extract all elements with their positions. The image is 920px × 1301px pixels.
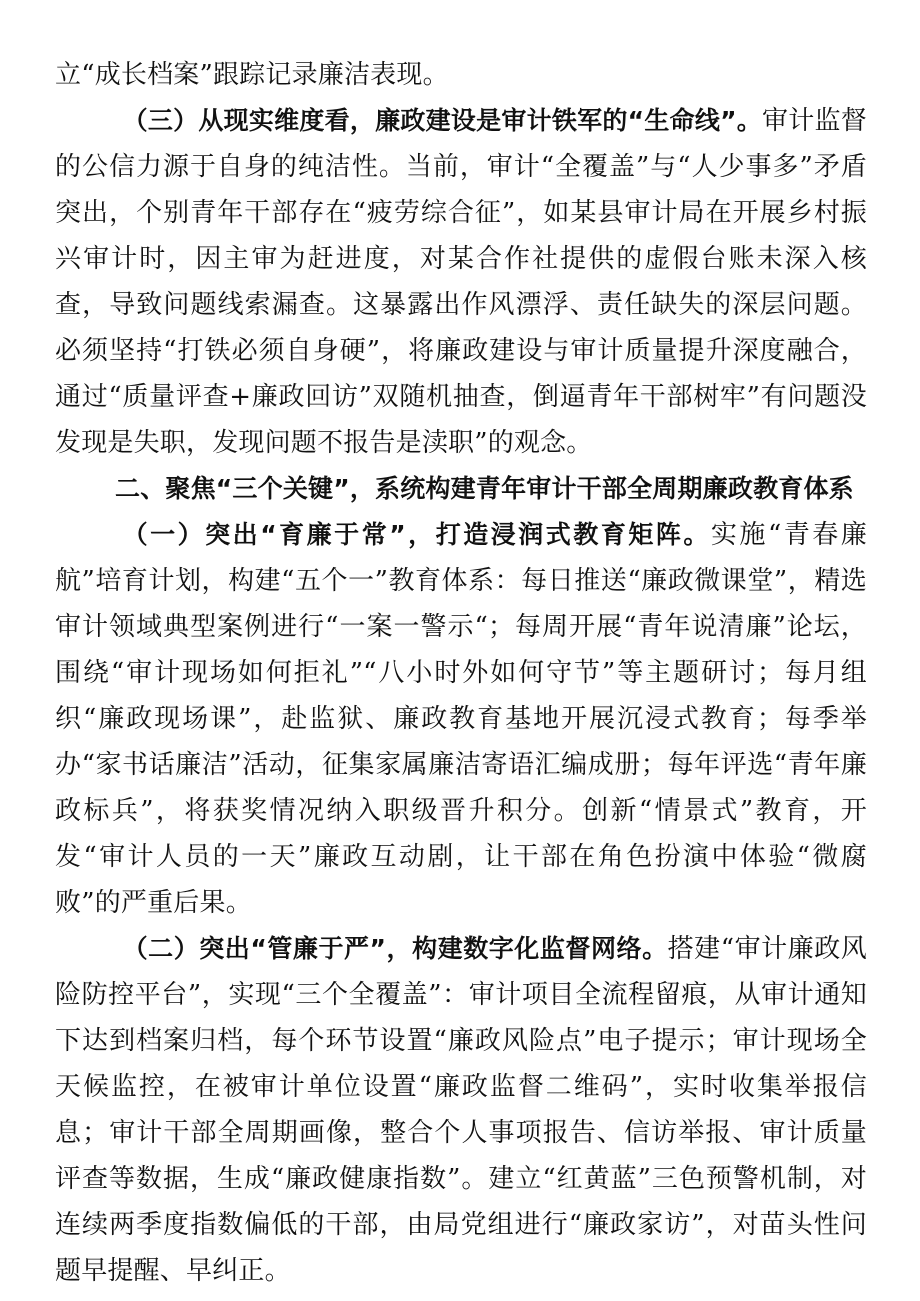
paragraph-lead: （一）突出“育廉于常”，打造浸润式教育矩阵。 (122, 520, 711, 549)
paragraph-lead: （三）从现实维度看，廉政建设是审计铁军的“生命线”。 (122, 106, 763, 135)
paragraph-continuation (55, 52, 867, 98)
paragraph-text: 立“成长档案”跟踪记录廉洁表现。 (55, 60, 449, 90)
paragraph-section-3 (55, 98, 867, 466)
paragraph-text: 审计监督的公信力源于自身的纯洁性。当前，审计“全覆盖”与“人少事多”矛盾突出，个别青年干部存在“疲劳综合征”，如某县审计局在开展乡村振兴审计时，因主审为赶进度，对某合作社提供的虚假台账未深入核查，导致问题线索漏查。这暴露出作风漂浮、责任缺失的深层问题。必须坚持“打铁必须自身硬”，将廉政建设与审计质量提升深度融合，通过“质量评查+廉政回访”双随机抽查，倒逼青年干部树牢”有问题没发现是失职，发现问题不报告是渎职”的观念。 (55, 106, 867, 458)
paragraph-subsection-2 (55, 926, 867, 1294)
paragraph-text: 实施“青春廉航”培育计划，构建“五个一”教育体系：每日推送“廉政微课堂”，精选审计领域典型案例进行“一案一警示“；每周开展“青年说清廉”论坛，围绕“审计现场如何拒礼”“八小时外如何守节”等主题研讨；每月组织“廉政现场课”，赴监狱、廉政教育基地开展沉浸式教育；每季举办“家书话廉洁”活动，征集家属廉洁寄语汇编成册；每年评选“青年廉政标兵”，将获奖情况纳入职级晋升积分。创新“情景式”教育，开发“审计人员的一天”廉政互动剧，让干部在角色扮演中体验“微腐败”的严重后果。 (55, 520, 867, 918)
paragraph-subsection-1 (55, 512, 867, 926)
section-heading: 二、聚焦“三个关键”，系统构建青年审计干部全周期廉政教育体系 (115, 474, 854, 503)
document-body (55, 52, 867, 1294)
paragraph-text: 搭建“审计廉政风险防控平台”，实现“三个全覆盖”：审计项目全流程留痕，从审计通知下达到档案归档，每个环节设置“廉政风险点”电子提示；审计现场全天候监控，在被审计单位设置“廉政监督二维码”，实时收集举报信息；审计干部全周期画像，整合个人事项报告、信访举报、审计质量评查等数据，生成“廉政健康指数”。建立“红黄蓝”三色预警机制，对连续两季度指数偏低的干部，由局党组进行“廉政家访”，对苗头性问题早提醒、早纠正。 (55, 934, 867, 1286)
paragraph-lead: （二）突出“管廉于严”，构建数字化监督网络。 (122, 934, 668, 963)
